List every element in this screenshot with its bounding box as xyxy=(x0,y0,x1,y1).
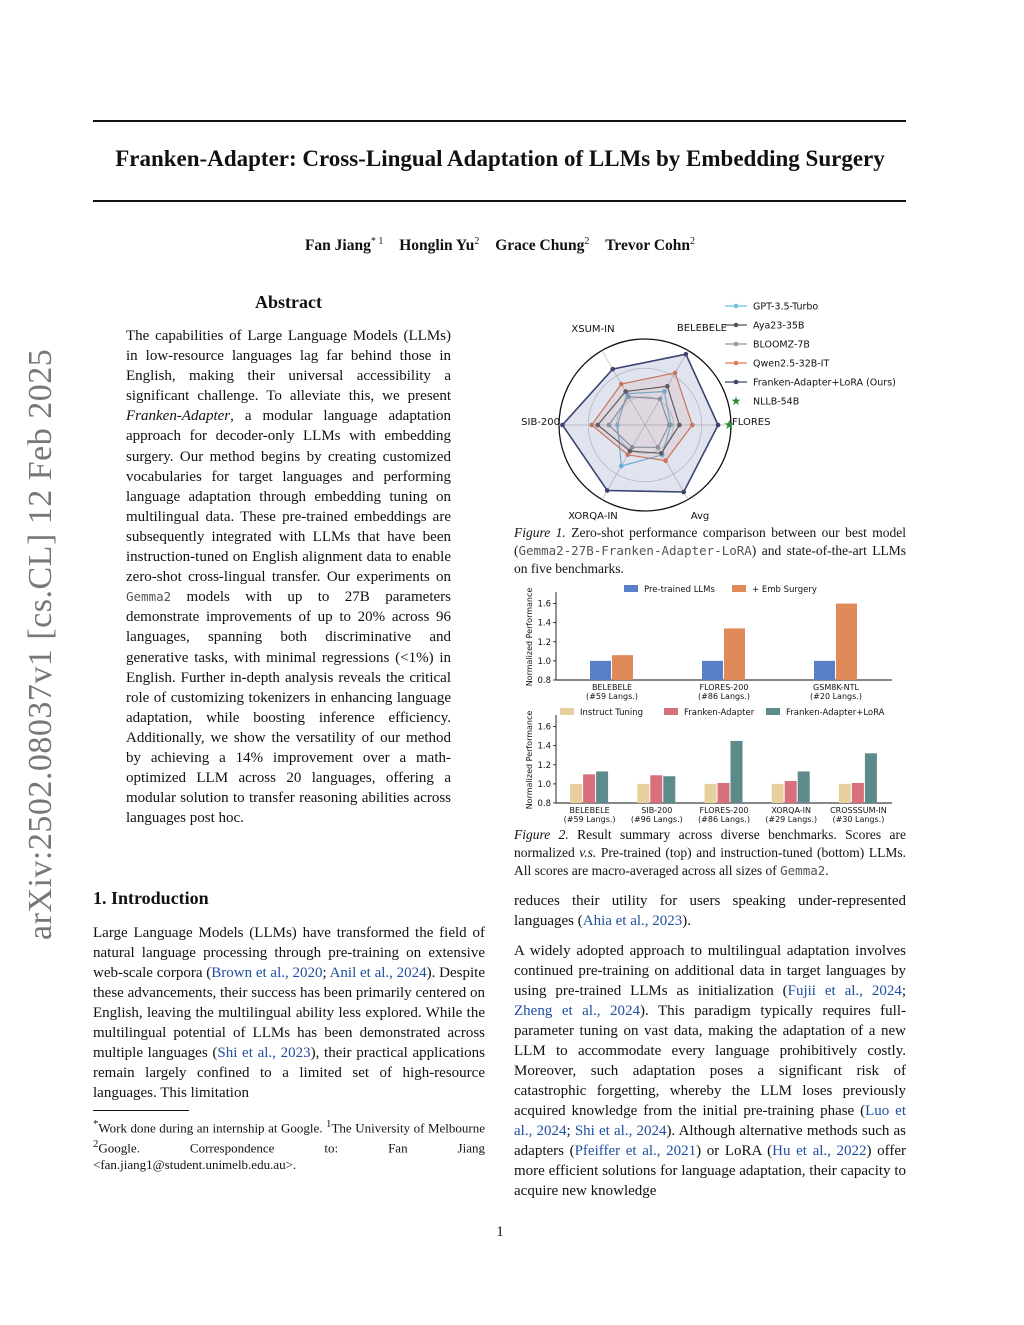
citation-link[interactable]: Ahia et al., 2023 xyxy=(582,913,683,929)
author-list xyxy=(0,236,1000,255)
legend-swatch xyxy=(560,708,574,715)
radar-point xyxy=(681,490,686,495)
x-tick-label: GSM8K-NTL xyxy=(813,683,859,692)
legend-swatch xyxy=(624,585,638,592)
radar-point xyxy=(684,352,689,357)
citation-link[interactable]: Anil et al., 2024 xyxy=(329,965,427,981)
radar-point xyxy=(610,367,615,372)
y-tick-label: 0.8 xyxy=(537,799,551,809)
x-tick-label: XORQA-IN xyxy=(771,806,812,815)
abstract-heading: Abstract xyxy=(255,292,322,312)
citation-link[interactable]: Luo et al., 2024 xyxy=(514,1103,906,1139)
figure2-bottom-bar-chart xyxy=(514,703,906,828)
legend-label: NLLB-54B xyxy=(753,396,800,408)
legend-marker xyxy=(734,323,739,328)
footnote: *Work done during an internship at Google. $^1$The University of Melbourne $^2$Google. Correspondence to: Fan Jiang <fan.jiang1@student.unimelb.edu.au>. xyxy=(93,1118,486,1172)
intro-paragraph-right-2: A widely adopted approach to multilingual adaptation involves continued pre-training on additional data in target languages by using pre-trained LLMs as initialization (Fujii et al., 2024; Zheng et al., 2024). This paradigm typically requires full-parameter tuning on vast data, making the adaptation of a new LLM to accommodate every language prohibitively costly. Moreover, such adaptation poses a significant risk of catastrophic forgetting, whereby the LLM loses previously acquired knowledge from the initial pre-training phase (Luo et al., 2024; Shi et al., 2024). Although alternative methods such as adapters (Pfeiffer et al., 2021) or LoRA (Hu et al., 2022) offer more efficient solutions for language adaptation, their capacity to acquire new knowledge xyxy=(514,943,907,1199)
legend-label: Pre-trained LLMs xyxy=(644,585,715,595)
bar xyxy=(583,774,595,803)
bar xyxy=(724,628,745,680)
bar xyxy=(596,771,608,803)
bar xyxy=(718,783,730,803)
bar xyxy=(798,771,810,803)
legend-label: Franken-Adapter+LoRA xyxy=(786,708,885,718)
y-tick-label: 1.0 xyxy=(537,779,551,790)
y-tick-label: 0.8 xyxy=(537,676,551,686)
bar xyxy=(785,781,797,803)
paper-title: Franken-Adapter: Cross-Lingual Adaptation of LLMs by Embedding Surgery xyxy=(115,146,885,171)
x-tick-label: FLORES-200 xyxy=(699,683,749,692)
x-tick-label: (#30 Langs.) xyxy=(832,815,885,824)
x-tick-label: BELEBELE xyxy=(569,806,610,815)
legend-label: Qwen2.5-32B-IT xyxy=(753,358,830,370)
x-tick-label: CROSSSUM-IN xyxy=(830,806,887,815)
y-tick-label: 1.6 xyxy=(537,599,551,610)
abstract-text: The capabilities of Large Language Models (LLMs) in low-resource languages lag far behind those in English, making their universal accessibility a significant challenge. To alleviate this, we present Franken-Adapter, a modular language adaptation approach for decoder-only LLMs with embedding surgery. Our method begins by creating customized vocabularies for target languages and performing language adaptation through embedding tuning on multilingual data. These pre-trained embeddings are subsequently integrated with LLMs that have been instruction-tuned on English alignment data to enable zero-shot cross-lingual transfer. Our experiments on Gemma2 models with up to 27B parameters demonstrate improvements of up to 20% across 96 languages, spanning both discriminative and generative tasks, with minimal regressions (<1%) in English. Further in-depth analysis reveals the critical role of customizing tokenizers in enhancing language adaptation, while boosting inference efficiency. Additionally, we show the versatility of our method by achieving a 14% improvement over a math-optimized LLM across 20 languages, offering a modular solution to transfer reasoning abilities across languages post hoc. xyxy=(126,328,451,827)
arxiv-stamp: arXiv:2502.08037v1 [cs.CL] 12 Feb 2025 xyxy=(22,348,59,940)
bar xyxy=(836,604,857,680)
x-tick-label: (#29 Langs.) xyxy=(765,815,818,824)
citation-link[interactable]: Shi et al., 2023 xyxy=(217,1045,311,1061)
legend-label: Aya23-35B xyxy=(753,320,805,332)
legend-label: Instruct Tuning xyxy=(580,708,644,718)
x-tick-label: (#59 Langs.) xyxy=(586,692,638,701)
radar-axis-label: FLORES xyxy=(732,417,771,428)
x-tick-label: BELEBELE xyxy=(591,683,633,692)
bar xyxy=(612,655,633,680)
legend-label: Franken-Adapter xyxy=(684,708,755,718)
legend-swatch xyxy=(664,708,678,715)
x-tick-label: SIB-200 xyxy=(641,806,673,815)
bar xyxy=(839,784,851,803)
y-tick-label: 1.2 xyxy=(537,637,551,648)
citation-link[interactable]: Shi et al., 2024 xyxy=(574,1123,667,1139)
bar xyxy=(865,753,877,803)
y-tick-label: 1.4 xyxy=(537,618,551,629)
citation-link[interactable]: Pfeiffer et al., 2021 xyxy=(574,1143,697,1159)
bar xyxy=(705,784,717,803)
bar xyxy=(570,784,582,803)
figure1-caption: Figure 1. Zero-shot performance comparison between our best model (Gemma2-27B-Franken-Adapter-LoRA) and state-of-the-art LLMs on five benchmarks. xyxy=(514,525,906,576)
legend-marker xyxy=(734,342,739,347)
legend-label: + Emb Surgery xyxy=(752,585,817,595)
y-tick-label: 1.0 xyxy=(537,656,551,667)
bar xyxy=(852,783,864,803)
radar-axis-label: XORQA-IN xyxy=(568,511,618,522)
legend-marker xyxy=(734,380,739,385)
radar-axis-label: XSUM-IN xyxy=(571,324,615,335)
top-rule xyxy=(93,120,906,122)
intro-heading: 1. Introduction xyxy=(93,888,209,908)
bar xyxy=(772,784,784,803)
footnote-rule xyxy=(93,1110,189,1111)
legend-marker xyxy=(734,304,739,309)
x-tick-label: (#20 Langs.) xyxy=(810,692,862,701)
citation-link[interactable]: Fujii et al., 2024 xyxy=(787,983,902,999)
author: Grace Chung$^2$ xyxy=(495,236,590,255)
author: Honglin Yu$^2$ xyxy=(399,236,480,255)
radar-point xyxy=(605,488,610,493)
citation-link[interactable]: Brown et al., 2020 xyxy=(211,965,323,981)
radar-point xyxy=(716,423,721,428)
x-tick-label: FLORES-200 xyxy=(699,806,749,815)
legend-star: ★ xyxy=(730,394,742,408)
bar xyxy=(637,784,649,803)
legend-label: GPT-3.5-Turbo xyxy=(753,301,819,313)
bar xyxy=(650,775,662,803)
bar xyxy=(663,776,675,803)
y-tick-label: 1.4 xyxy=(537,741,551,752)
y-tick-label: 1.6 xyxy=(537,722,551,733)
bar xyxy=(702,661,723,680)
author: Fan Jiang$^{* 1}$ xyxy=(304,236,384,255)
radar-point xyxy=(560,423,565,428)
citation-link[interactable]: Hu et al., 2022 xyxy=(772,1143,867,1159)
x-tick-label: (#86 Langs.) xyxy=(698,815,750,824)
figure2-caption: Figure 2. Result summary across diverse benchmarks. Scores are normalized v.s. Pre-trained (top) and instruction-tuned (bottom) LLMs. All scores are macro-averaged across all sizes of Gemma2. xyxy=(514,827,906,878)
radar-axis-label: BELEBELE xyxy=(676,323,727,334)
legend-swatch xyxy=(766,708,780,715)
radar-axis-label: Avg xyxy=(690,511,710,522)
bar xyxy=(731,741,743,803)
intro-paragraph-left: Large Language Models (LLMs) have transformed the field of natural language processing through pre-training on extensive web-scale corpora (Brown et al., 2020; Anil et al., 2024). Despite these advancements, their success has been primarily centered on English, leaving the multilingual ability less explored. While the multilingual potential of LLMs has been demonstrated across multiple languages (Shi et al., 2023), their practical applications remain largely confined to a limited set of high-resource languages. This limitation xyxy=(93,925,486,1101)
y-axis-label: Normalized Performance xyxy=(525,710,534,810)
intro-paragraph-right-1: reduces their utility for users speaking under-represented languages (Ahia et al., 2023). xyxy=(514,893,906,929)
citation-link[interactable]: Zheng et al., 2024 xyxy=(514,1003,641,1019)
title-rule xyxy=(93,200,906,202)
legend-swatch xyxy=(732,585,746,592)
radar-star-marker: ★ xyxy=(723,418,736,433)
legend-label: BLOOMZ-7B xyxy=(753,339,810,351)
x-tick-label: (#96 Langs.) xyxy=(630,815,683,824)
legend-label: Franken-Adapter+LoRA (Ours) xyxy=(753,377,896,389)
figure2-top-bar-chart xyxy=(514,580,906,705)
bar xyxy=(814,661,835,680)
bar xyxy=(590,661,611,680)
y-axis-label: Normalized Performance xyxy=(525,587,534,687)
author: Trevor Cohn$^2$ xyxy=(605,236,696,255)
radar-series-polygon xyxy=(562,354,718,492)
x-tick-label: (#59 Langs.) xyxy=(563,815,616,824)
figure1-radar-chart xyxy=(510,292,910,522)
legend-marker xyxy=(734,361,739,366)
page-number: 1 xyxy=(496,1224,504,1240)
x-tick-label: (#86 Langs.) xyxy=(698,692,750,701)
y-tick-label: 1.2 xyxy=(537,760,551,771)
radar-axis-label: SIB-200 xyxy=(521,417,560,428)
